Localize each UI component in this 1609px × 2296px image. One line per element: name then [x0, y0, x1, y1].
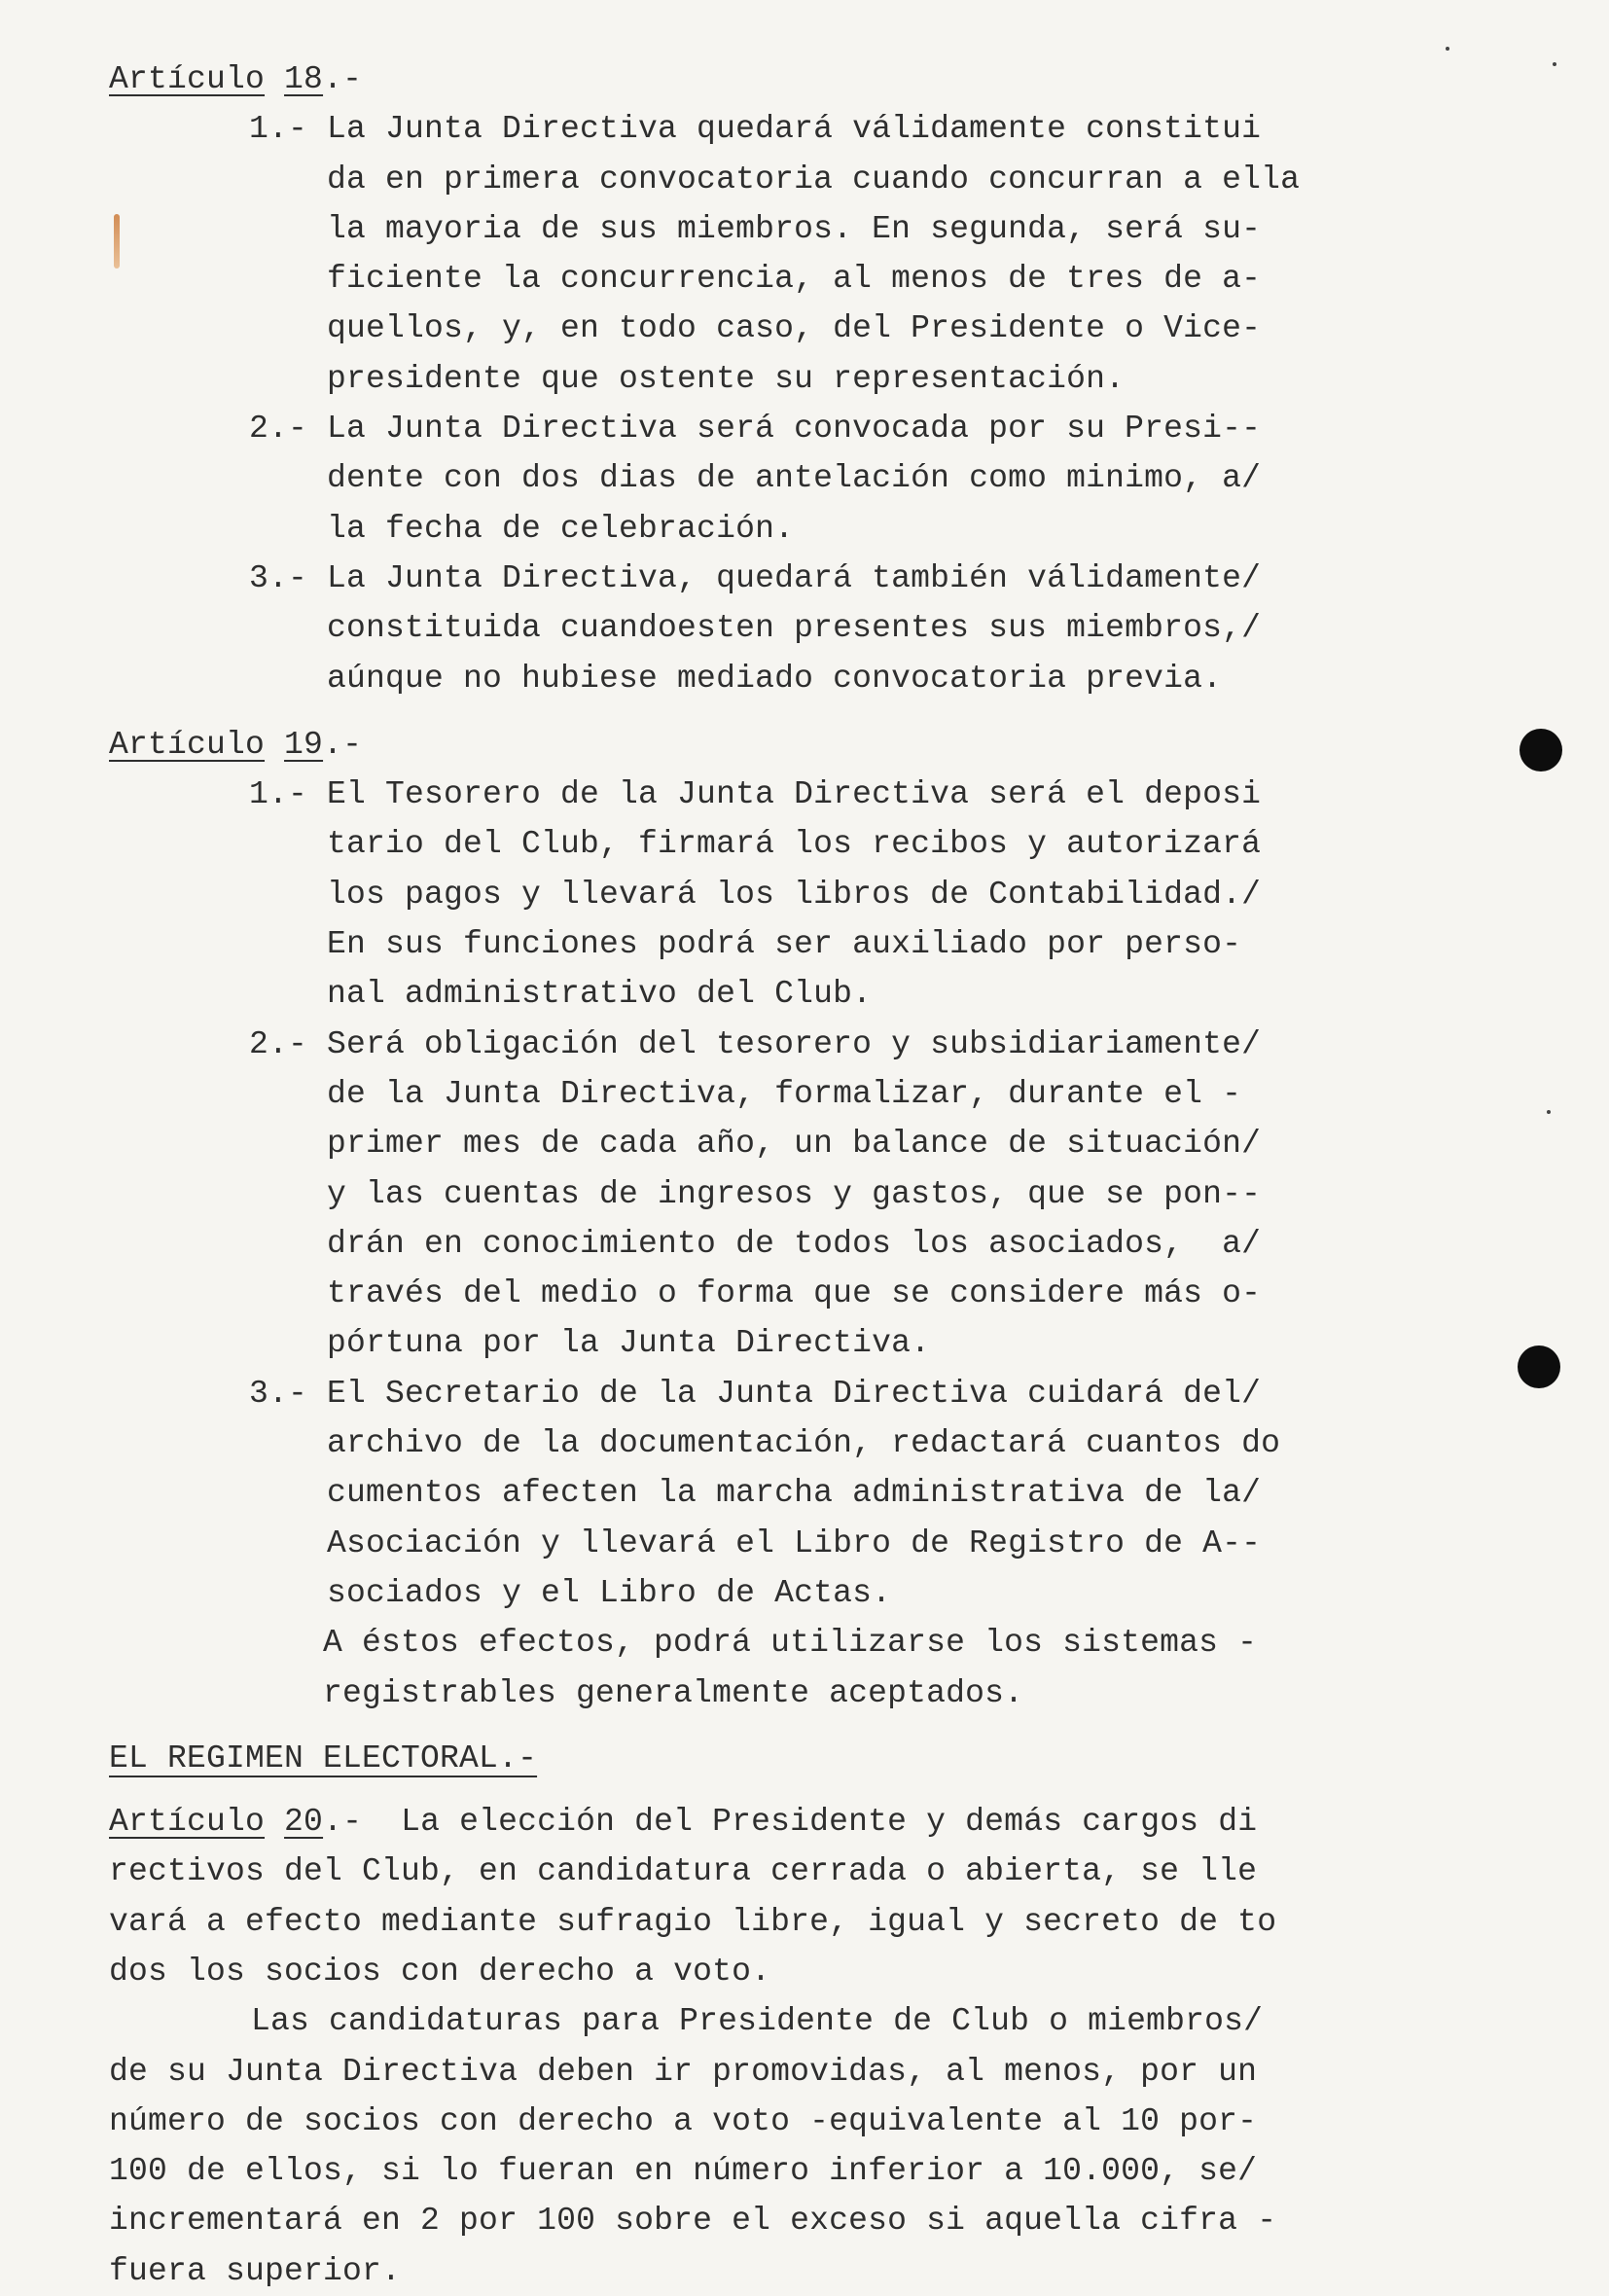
item-line	[109, 554, 1305, 603]
item-line: constituida cuandoesten presentes sus miembros,/	[327, 610, 1262, 647]
item-number: 3.-	[249, 559, 308, 596]
article-number: 19	[284, 726, 324, 763]
item-line: tario del Club, firmará los recibos y autorizará	[327, 826, 1262, 863]
paragraph-line: fuera superior.	[109, 2252, 402, 2289]
article-heading	[109, 720, 1305, 770]
item-line: sociados y el Libro de Actas.	[327, 1574, 892, 1611]
speck	[1446, 47, 1449, 51]
item-line	[109, 1020, 1305, 1069]
section-title	[109, 1734, 1305, 1783]
article-suffix: .-	[323, 1804, 363, 1841]
item-line: través del medio o forma que se considere más o-	[327, 1275, 1262, 1312]
item-line: cumentos afecten la marcha administrativa de la/	[327, 1475, 1262, 1512]
item-number: 3.-	[249, 1375, 308, 1412]
paragraph-line: número de socios con derecho a voto -equivalente al 10 por-	[109, 2102, 1258, 2139]
item-line: dente con dos dias de antelación como minimo, a/	[327, 460, 1262, 497]
section-title-text: EL REGIMEN ELECTORAL.-	[109, 1740, 538, 1776]
paragraph-line: 100 de ellos, si lo fueran en número inferior a 10.000, se/	[109, 2153, 1258, 2190]
punch-hole	[1520, 729, 1562, 771]
article-label: Artículo	[109, 61, 266, 97]
item-number: 1.-	[249, 111, 308, 148]
item-line: y las cuentas de ingresos y gastos, que se pon--	[327, 1175, 1262, 1212]
document-page	[109, 54, 1305, 2296]
item-line: quellos, y, en todo caso, del Presidente o Vice-	[327, 310, 1262, 347]
item-line: aúnque no hubiese mediado convocatoria previa.	[327, 660, 1223, 697]
item-line	[109, 404, 1305, 453]
paragraph-line: dos los socios con derecho a voto.	[109, 1953, 771, 1990]
item-line: la fecha de celebración.	[327, 510, 795, 547]
item-line: drán en conocimiento de todos los asociados, a/	[327, 1225, 1262, 1262]
article-label: Artículo	[109, 726, 266, 763]
item-line: nal administrativo del Club.	[327, 976, 873, 1013]
item-line: da en primera convocatoria cuando concurran a ella	[327, 161, 1301, 197]
article-label: Artículo	[109, 1804, 266, 1841]
item-line: presidente que ostente su representación.	[327, 360, 1126, 397]
item-line: Asociación y llevará el Libro de Registro de A--	[327, 1525, 1262, 1561]
item-line: ficiente la concurrencia, al menos de tres de a-	[327, 261, 1262, 298]
paragraph-line: rectivos del Club, en candidatura cerrada o abierta, se lle	[109, 1853, 1258, 1890]
item-line: la mayoria de sus miembros. En segunda, será su-	[327, 210, 1262, 247]
paragraph-line: incrementará en 2 por 100 sobre el exceso si aquella cifra -	[109, 2203, 1277, 2240]
item-line: pórtuna por la Junta Directiva.	[327, 1325, 931, 1362]
item-line: primer mes de cada año, un balance de situación/	[327, 1126, 1262, 1163]
item-text: La Junta Directiva, quedará también válidamente/	[327, 559, 1262, 596]
paragraph-line: A éstos efectos, podrá utilizarse los sistemas -	[323, 1625, 1258, 1662]
item-line: de la Junta Directiva, formalizar, durante el -	[327, 1075, 1242, 1112]
article-suffix: .-	[323, 726, 363, 763]
item-text: El Tesorero de la Junta Directiva será el deposi	[327, 776, 1262, 813]
item-text: Será obligación del tesorero y subsidiariamente/	[327, 1025, 1262, 1062]
item-number: 2.-	[249, 1025, 308, 1062]
item-line	[109, 770, 1305, 819]
rust-stain-mark	[114, 214, 120, 269]
article-heading	[109, 54, 1305, 104]
paragraph-line: vará a efecto mediante sufragio libre, igual y secreto de to	[109, 1903, 1277, 1940]
item-text: La Junta Directiva quedará válidamente constitui	[327, 111, 1262, 148]
item-text: El Secretario de la Junta Directiva cuidará del/	[327, 1375, 1262, 1412]
item-line	[109, 1369, 1305, 1418]
speck	[1553, 62, 1556, 66]
article-heading	[109, 1797, 1305, 1847]
item-line: los pagos y llevará los libros de Contabilidad./	[327, 876, 1262, 913]
paragraph-line: Las candidaturas para Presidente de Club o miembros/	[251, 2003, 1264, 2040]
article-number: 18	[284, 61, 324, 97]
article-suffix: .-	[323, 61, 363, 97]
paragraph-text: La elección del Presidente y demás cargos di	[362, 1804, 1258, 1841]
item-number: 2.-	[249, 411, 308, 448]
item-number: 1.-	[249, 776, 308, 813]
item-line: archivo de la documentación, redactará cuantos do	[327, 1425, 1281, 1462]
item-line	[109, 104, 1305, 154]
punch-hole	[1518, 1345, 1560, 1388]
paragraph-line: de su Junta Directiva deben ir promovidas, al menos, por un	[109, 2053, 1258, 2090]
item-line: En sus funciones podrá ser auxiliado por perso-	[327, 926, 1242, 963]
speck	[1547, 1110, 1551, 1114]
article-number: 20	[284, 1804, 324, 1841]
item-text: La Junta Directiva será convocada por su Presi--	[327, 411, 1262, 448]
paragraph-line: registrables generalmente aceptados.	[323, 1674, 1024, 1711]
